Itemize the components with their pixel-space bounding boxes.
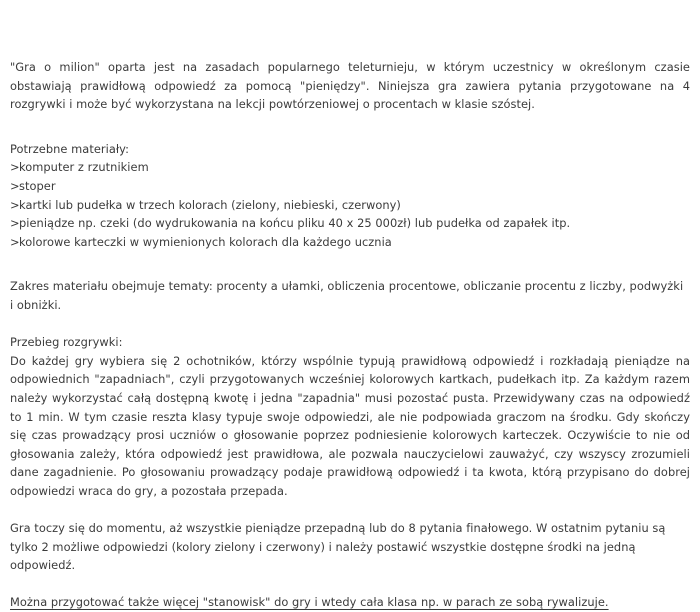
- bullet-marker-icon: >: [10, 216, 20, 231]
- gameplay-heading: Przebieg rozgrywki:: [10, 335, 123, 350]
- list-item: [10, 196, 690, 215]
- list-item: [10, 158, 690, 177]
- list-item: [10, 177, 690, 196]
- document-body: [10, 58, 690, 612]
- list-item-label: stoper: [19, 178, 56, 193]
- closing-note: Można przygotować także więcej "stanowisk" do gry i wtedy cała klasa np. w parach ze sobą rywalizuje.: [10, 595, 609, 610]
- list-item: [10, 214, 690, 233]
- bullet-marker-icon: >: [10, 178, 20, 193]
- spacer-after-intro: [10, 114, 690, 140]
- list-item-label: kartki lub pudełka w trzech kolorach (zielony, niebieski, czerwony): [19, 197, 401, 212]
- list-item: [10, 233, 690, 252]
- materials-heading: Potrzebne materiały:: [10, 141, 130, 156]
- spacer-after-scope: [10, 315, 690, 334]
- list-item-label: komputer z rzutnikiem: [19, 160, 149, 175]
- intro-paragraph: "Gra o milion" oparta jest na zasadach popularnego teleturnieju, w którym uczestnicy w określonym czasie obstawiają prawidłową odpowiedź za pomocą "pieniędzy". Niniejsza gra zawiera pytania przygotowane na 4 rozgrywki i może być wykorzystana na lekcji powtórzeniowej o procentach w klasie szóstej.: [10, 60, 690, 112]
- list-item-label: pieniądze np. czeki (do wydrukowania na końcu pliku 40 x 25 000zł) lub pudełka od zapałek itp.: [19, 216, 571, 231]
- spacer-after-materials: [10, 251, 690, 277]
- spacer-between-gameplay-paragraphs: [10, 500, 690, 519]
- bullet-marker-icon: >: [10, 197, 20, 212]
- gameplay-paragraph-2: Gra toczy się do momentu, aż wszystkie pieniądze przepadną lub do 8 pytania finałowego. W ostatnim pytaniu są tylko 2 możliwe odpowiedzi (kolory zielony i czerwony) i należy postawić wszystkie dostępne środki na jedną odpowiedź.: [10, 521, 666, 573]
- bullet-marker-icon: >: [10, 160, 20, 175]
- gameplay-paragraph-1: Do każdej gry wybiera się 2 ochotników, którzy wspólnie typują prawidłową odpowiedź i rozkładają pieniądze na odpowiednich "zapadniach", czyli przygotowanych wcześniej kolorowych kartkach, pudełkach itp. Za każdym razem należy wykorzystać całą dostępną kwotę i jedna "zapadnia" musi pozostać pusta. Przewidywany czas na odpowiedź to 1 min. W tym czasie reszta klasy typuje swoje odpowiedzi, ale nie podpowiada graczom na środku. Gdy skończy się czas prowadzący prosi uczniów o głosowanie poprzez podniesienie kolorowych karteczek. Oczywiście to nie od głosowania zależy, która odpowiedź jest prawidłowa, ale pozwala nauczycielowi zauważyć, czy wszyscy zrozumieli dane zagadnienie. Po głosowaniu prowadzący podaje prawidłową odpowiedź i ta kwota, którą przypisano do dobrej odpowiedzi wraca do gry, a pozostała przepada.: [10, 353, 690, 498]
- bullet-marker-icon: >: [10, 234, 20, 249]
- spacer-before-closing: [10, 575, 690, 594]
- scope-paragraph: Zakres materiału obejmuje tematy: procenty a ułamki, obliczenia procentowe, obliczanie procentu z liczby, podwyżki i obniżki.: [10, 279, 684, 312]
- materials-list: [10, 158, 690, 251]
- list-item-label: kolorowe karteczki w wymienionych kolorach dla każdego ucznia: [19, 234, 392, 249]
